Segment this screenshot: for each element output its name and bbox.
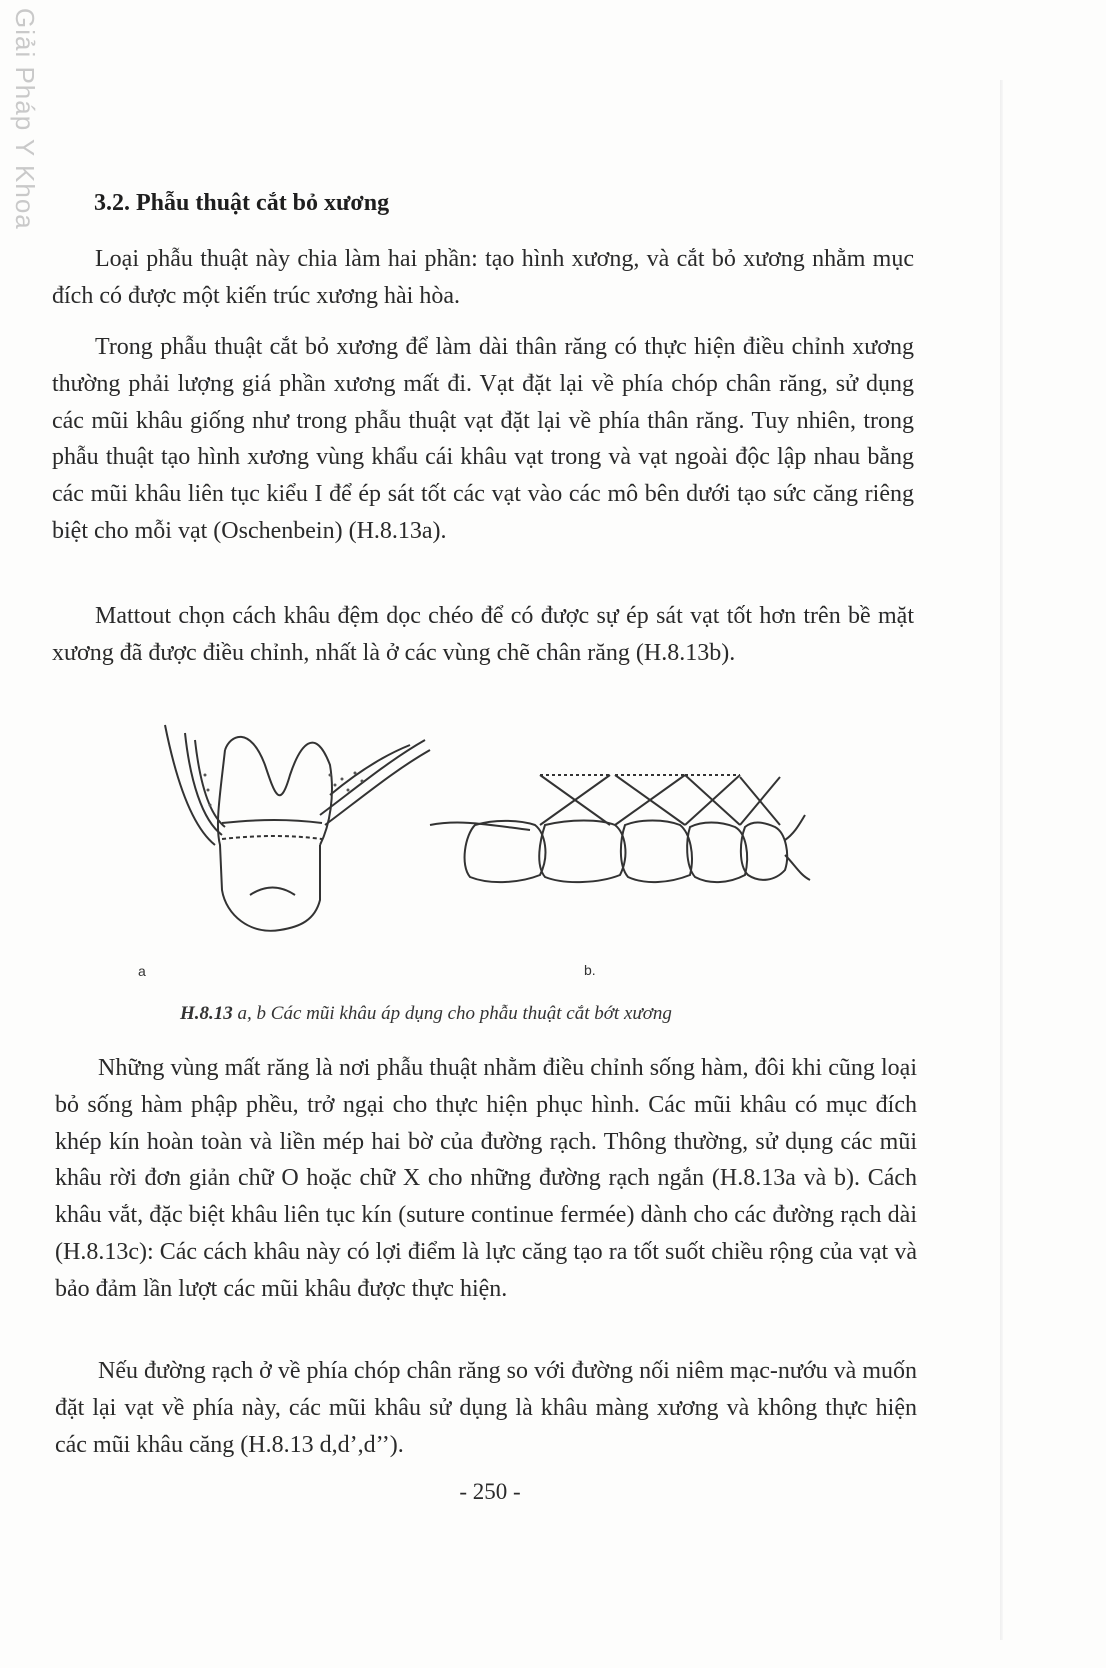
paragraph-2: Trong phẫu thuật cắt bỏ xương để làm dài thân răng có thực hiện điều chỉnh xương thường phải lượng giá phần xương mất đi. Vạt đặt lại về phía chóp chân răng, sử dụng các mũi khâu giống như trong phẫu thuật vạt đặt lại về phía thân răng. Tuy nhiên, trong phẫu thuật tạo hình xương vùng khẩu cái khâu vạt trong và vạt ngoài độc lập nhau bằng các mũi khâu liên tục kiểu I để ép sát tốt các vạt vào các mô bên dưới tạo sức căng riêng biệt cho mỗi vạt (Oschenbein) (H.8.13a). — [52, 334, 914, 544]
page-number: - 250 - — [459, 1479, 521, 1504]
paragraph-5: Nếu đường rạch ở về phía chóp chân răng so với đường nối niêm mạc-nướu và muốn đặt lại vạt về phía này, các mũi khâu sử dụng là khâu màng xương và không thực hiện các mũi khâu căng (H.8.13 d,d’,d’’). — [55, 1358, 917, 1458]
paragraph-3: Mattout chọn cách khâu đệm dọc chéo để có được sự ép sát vạt tốt hơn trên bề mặt xương đã được điều chỉnh, nhất là ở các vùng chẽ chân răng (H.8.13b). — [52, 603, 914, 666]
figure-caption — [180, 1003, 900, 1025]
figure-b-drawing — [430, 775, 810, 882]
figure-caption-text: a, b Các mũi khâu áp dụng cho phẫu thuật cắt bớt xương — [232, 1003, 672, 1024]
figure-caption-number: H.8.13 — [180, 1003, 233, 1024]
page-edge-shadow — [1000, 80, 1003, 1640]
paragraph-1: Loại phẫu thuật này chia làm hai phần: tạo hình xương, và cắt bỏ xương nhằm mục đích có được một kiến trúc xương hài hòa. — [52, 246, 914, 309]
figure-label-b: b. — [584, 962, 596, 978]
section-heading: 3.2. Phẫu thuật cắt bỏ xương — [94, 190, 390, 216]
watermark: Giải Pháp Y Khoa — [10, 8, 40, 230]
figure-h-8-13 — [130, 715, 850, 995]
figure-illustration — [130, 715, 850, 995]
figure-a-drawing — [165, 725, 430, 931]
paragraph-4: Những vùng mất răng là nơi phẫu thuật nhằm điều chỉnh sống hàm, đôi khi cũng loại bỏ sống hàm phập phều, trở ngại cho thực hiện phục hình. Các mũi khâu có mục đích khép kín hoàn toàn và liền mép hai bờ của đường rạch. Thông thường, sử dụng các mũi khâu rời đơn giản chữ O hoặc chữ X cho những đường rạch ngắn (H.8.13a và b). Cách khâu vắt, đặc biệt khâu liên tục kín (suture continue fermée) dành cho các đường rạch dài (H.8.13c): Các cách khâu này có lợi điểm là lực căng tạo ra tốt suốt chiều rộng của vạt và bảo đảm lần lượt các mũi khâu được thực hiện. — [55, 1055, 917, 1302]
figure-label-a: a — [138, 963, 146, 979]
